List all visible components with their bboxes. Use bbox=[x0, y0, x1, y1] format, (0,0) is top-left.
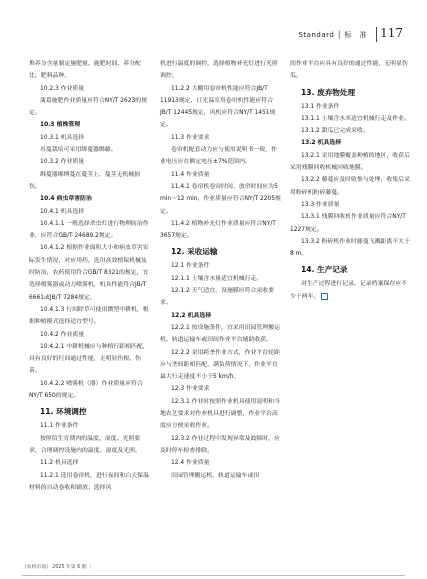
paragraph bbox=[160, 144, 281, 169]
paragraph-text: 12.1.1 土壤含水量适宜机械行走。 bbox=[171, 275, 263, 282]
text-column-2 bbox=[160, 58, 281, 482]
paragraph-text: 田园管理搬运机、轨道运输车或田 bbox=[171, 472, 260, 479]
paragraph bbox=[160, 260, 281, 272]
paragraph bbox=[29, 304, 150, 329]
subsection-heading bbox=[29, 193, 150, 205]
text-column-3 bbox=[290, 58, 411, 303]
paragraph-text: 12.3 作业要求 bbox=[171, 386, 210, 393]
paragraph-text: 10.4.1.2 根据作业面积大小和病虫草害实际发生情况，对应用药，选用高效植保机械及时防治，农药使用符合GB/T 8321的规定，宜选择喷雾器或动力喷雾机，机具性能符合JB/T 6661或JB/T 7284规定。 bbox=[29, 245, 149, 301]
paragraph-text: 11.4 作业质量 bbox=[171, 171, 210, 178]
paragraph bbox=[290, 211, 411, 236]
paragraph-text: 11.4.1 卷帘机卷帘时间、放帘时间应为5 min～12 min，作业质量应符合NY/T 2205规定。 bbox=[160, 183, 281, 215]
paragraph-text: 13.3.1 残膜回收机作业质量应符合NY/T 1227规定。 bbox=[290, 214, 406, 233]
paragraph-text: 13.3 作业质量 bbox=[301, 201, 340, 208]
paragraph-text: 11. 环境调控 bbox=[40, 407, 87, 417]
paragraph bbox=[290, 278, 411, 303]
paragraph-text: 12.3.2 作业过程中发现异常及故障时，应及时停车检查排除。 bbox=[160, 435, 280, 454]
paragraph bbox=[160, 383, 281, 395]
paragraph bbox=[29, 341, 150, 378]
paragraph-text: 11.2.1 选用卷帘机，进行夜间和白天保温材料的自动卷收和铺放；选择风 bbox=[29, 472, 149, 491]
paragraph bbox=[290, 125, 411, 137]
paragraph-text: 间作业平台应具有良好的通过性能，无明显伤瓜。 bbox=[290, 61, 408, 80]
paragraph bbox=[29, 169, 150, 194]
paragraph-text: 10.3.2 作业质量 bbox=[40, 159, 85, 166]
paragraph bbox=[290, 174, 411, 199]
paragraph bbox=[160, 322, 281, 347]
paragraph-text: 13.1.1 土壤含水率适宜机械行走及作业。 bbox=[301, 115, 410, 122]
paragraph-text: 绑蔓器绑缚蔓在蔓茎上，蔓茎无机械损伤。 bbox=[29, 171, 141, 190]
paragraph-text: 12.3.1 作业时按照作业机具使用说明和当地农艺要求对作业机具进行调整，作业平台高度应方便采收作业。 bbox=[160, 398, 280, 430]
paragraph-text: 14. 生产记录 bbox=[301, 265, 348, 275]
paragraph bbox=[160, 218, 281, 243]
paragraph-text: 蒲葛施肥作业质量应符合NY/T 2623的规定。 bbox=[29, 97, 148, 117]
paragraph bbox=[29, 156, 150, 168]
paragraph-text: 10.4.1 机具选择 bbox=[40, 208, 85, 215]
paragraph bbox=[290, 236, 411, 261]
paragraph bbox=[29, 329, 150, 341]
paragraph-text: 11.2 机具选择 bbox=[40, 460, 79, 467]
paragraph bbox=[29, 95, 150, 120]
paragraph-text: 12.2.2 采用跨垄作业方式，作业平台轮距应与垄间距相匹配，满负荷情况下，作业平台最大行走速度不小于5 km/h。 bbox=[160, 349, 280, 381]
paragraph-text: 13.3.2 粉碎机作业时藤蔓飞溅距离不大于8 m。 bbox=[290, 238, 410, 258]
paragraph-text: 12.2.1 按设施条件，宜采用田园管理搬运机、轨道运输车或田间作业平台辅助收获。 bbox=[160, 324, 280, 344]
paragraph-continued bbox=[29, 58, 150, 83]
paragraph-text: 12.1 作业条件 bbox=[171, 263, 210, 270]
paragraph bbox=[29, 218, 150, 243]
paragraph bbox=[160, 457, 281, 469]
paragraph-continued bbox=[160, 58, 281, 83]
paragraph-text: 对生产过程进行记录，记录档案保存应不少于两年。 bbox=[290, 281, 408, 300]
paragraph bbox=[290, 199, 411, 211]
paragraph-text: 10.4.1.1 一般选择杀虫灯进行物理防治作业，应符合GB/T 24689.2规定。 bbox=[29, 220, 149, 240]
paragraph-text: 11.4.2 植物补光灯作业质量应符合NY/T 3657规定。 bbox=[160, 220, 276, 240]
paragraph-text: 10.3.1 机具选择 bbox=[40, 134, 85, 141]
section-heading bbox=[160, 245, 281, 258]
subsection-heading bbox=[29, 119, 150, 131]
paragraph bbox=[29, 206, 150, 218]
paragraph-text: 堆养分含量制定施肥量、施肥时间、养分配比、肥料品种。 bbox=[29, 61, 141, 80]
paragraph bbox=[290, 101, 411, 113]
paragraph-text: 12. 采收运输 bbox=[171, 247, 218, 257]
paragraph-text: 10.4.1.3 行间除草可使用微型中耕机，根据种植模式选择适宜型号。 bbox=[29, 306, 149, 326]
footer-citation: 《农机市场》 2025 年第 6 期 ｜ bbox=[22, 565, 93, 570]
paragraph-text: 10.4 病虫草害防治 bbox=[40, 196, 92, 203]
paragraph bbox=[29, 420, 150, 432]
paragraph bbox=[29, 457, 150, 469]
paragraph bbox=[160, 273, 281, 285]
page-number: 117 bbox=[380, 26, 403, 40]
paragraph-text: 13.1 作业条件 bbox=[301, 103, 340, 110]
paragraph-text: 12.1.2 天气适宜，设施膜应符合采收要求。 bbox=[160, 288, 275, 307]
section-heading bbox=[290, 86, 411, 99]
paragraph bbox=[29, 378, 150, 403]
paragraph bbox=[160, 181, 281, 218]
paragraph-text: 吊蔓栽培可采用绑蔓器绑藤。 bbox=[40, 147, 117, 154]
paragraph bbox=[160, 83, 281, 132]
paragraph bbox=[29, 242, 150, 303]
paragraph bbox=[290, 113, 411, 125]
paragraph bbox=[160, 347, 281, 384]
paragraph-text: 11.3 作业要求 bbox=[171, 134, 210, 141]
paragraph bbox=[29, 132, 150, 144]
paragraph bbox=[160, 470, 281, 482]
paragraph-continued bbox=[290, 58, 411, 83]
subsection-heading bbox=[160, 310, 281, 322]
paragraph bbox=[29, 144, 150, 156]
paragraph-text: 13. 废弃物处理 bbox=[301, 87, 356, 97]
paragraph-text: 10.4.2.1 中耕机械应与种植行距相匹配，具有良好的行间通过性能，无明显伤根、伤苗。 bbox=[29, 343, 149, 375]
text-column-1 bbox=[29, 58, 150, 494]
paragraph bbox=[160, 285, 281, 310]
paragraph bbox=[29, 83, 150, 95]
paragraph bbox=[290, 150, 411, 175]
end-of-article-icon bbox=[321, 293, 328, 300]
header-title: Standard │ 标 准 bbox=[298, 31, 367, 39]
paragraph-text: 11.1 作业条件 bbox=[40, 423, 79, 430]
paragraph-text: 11.2.2 大棚用卷帘机性能应符合JB/T 11913规定，日光温室用卷帘机性能应符合JB/T 12445规定，风机应符合NY/T 1451规定。 bbox=[160, 85, 276, 129]
paragraph bbox=[29, 470, 150, 495]
section-heading bbox=[29, 405, 150, 418]
paragraph bbox=[160, 433, 281, 458]
paragraph-text: 10.4.2.2 喷雾机（器）作业质量应符合NY/T 650的规定。 bbox=[29, 380, 143, 400]
paragraph bbox=[160, 169, 281, 181]
subsection-heading bbox=[290, 137, 411, 149]
paragraph-text: 13.2.2 藤蔓应及时收集与处理，收集后采用粉碎机粉碎藤蔓。 bbox=[290, 177, 410, 196]
paragraph-text: 卷帘机配套动力应与使用说明书一致，作业电压应在额定电压±7%范围内。 bbox=[160, 147, 278, 166]
section-heading bbox=[290, 263, 411, 276]
paragraph-text: 12.2 机具选择 bbox=[171, 312, 212, 319]
footer-rule bbox=[22, 575, 405, 576]
paragraph bbox=[29, 433, 150, 458]
paragraph-text: 10.2.3 作业质量 bbox=[40, 85, 85, 92]
paragraph-text: 13.2.1 采用地膜覆盖种植的地区，收获后采用残膜回收机械回收地膜。 bbox=[290, 152, 410, 172]
paragraph-text: 13.1.2 甜瓜已完成采收。 bbox=[301, 128, 369, 135]
paragraph-text: 10.4.2 作业质量 bbox=[40, 331, 85, 338]
paragraph-text: 10.3 植株管理 bbox=[40, 122, 81, 129]
paragraph-text: 13.2 机具选择 bbox=[301, 140, 342, 147]
paragraph-text: 机进行温度的调控，选择植物补光灯进行光照调控。 bbox=[160, 61, 278, 80]
paragraph-text: 按照信生育期内的温度、湿度、光照要求，合理调控设施内的温度、湿度及光照。 bbox=[29, 435, 141, 454]
paragraph-text: 12.4 作业质量 bbox=[171, 460, 210, 467]
header-separator bbox=[376, 27, 377, 42]
paragraph bbox=[160, 132, 281, 144]
paragraph bbox=[160, 396, 281, 433]
